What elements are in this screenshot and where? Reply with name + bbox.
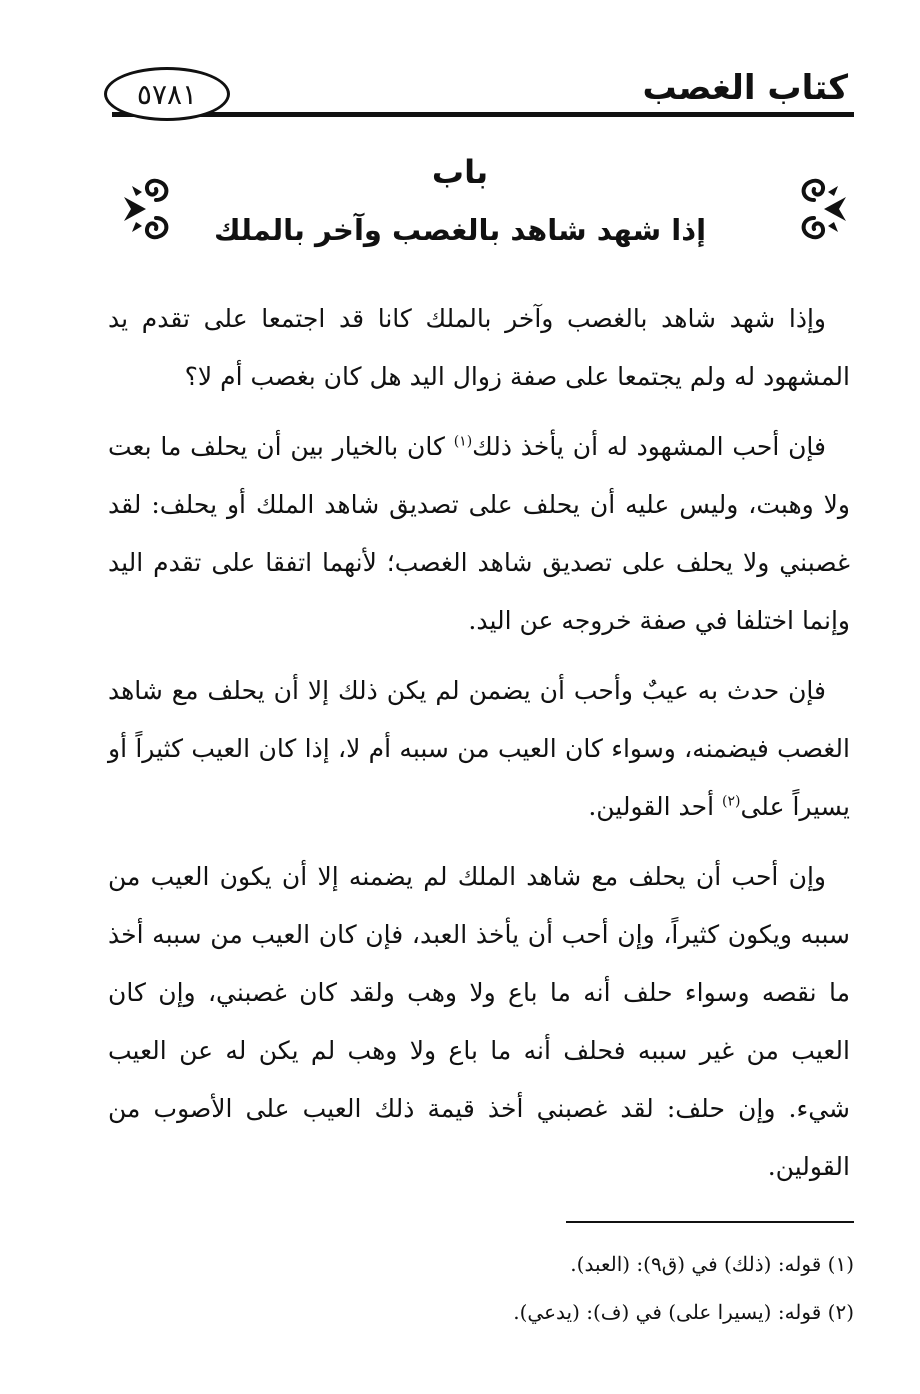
paragraph — [108, 662, 850, 836]
paragraph-text: وإن أحب أن يحلف مع شاهد الملك لم يضمنه إلا أن يكون العيب من سببه ويكون كثيراً، وإن أحب أن يأخذ العبد، فإن كان العيب من سببه أخذ ما نقصه وسواء حلف أنه ما باع ولا وهب ولقد كان غصبني، وإن كان العيب من غير سببه فحلف أنه ما باع ولا وهب لم يكن له عن العيب شيء. وإن حلف: لقد غصبني أخذ قيمة ذلك العيب على الأصوب من القولين. — [108, 862, 850, 1181]
paragraph-text: فإن حدث به عيبٌ وأحب أن يضمن لم يكن ذلك إلا أن يحلف مع شاهد الغصب فيضمنه، وسواء كان العيب من سببه أم لا، إذا كان العيب كثيراً أو يسيراً على — [108, 676, 850, 821]
paragraph-text: كان بالخيار بين أن يحلف ما بعت ولا وهبت، وليس عليه أن يحلف على تصديق شاهد الملك أو يحلف: لقد غصبني ولا يحلف على تصديق شاهد الغصب؛ لأنهما اتفقا على تقدم اليد وإنما اختلفا في صفة خروجه عن اليد. — [108, 432, 850, 635]
footnotes — [94, 1240, 854, 1336]
header-rule — [112, 112, 854, 117]
page-number: ٥٧٨١ — [136, 77, 198, 111]
paragraph-text: وإذا شهد شاهد بالغصب وآخر بالملك كانا قد اجتمعا على تقدم يد المشهود له ولم يجتمعا على صفة زوال اليد هل كان بغصب أم لا؟ — [108, 304, 850, 391]
paragraph — [108, 290, 850, 406]
paragraph — [108, 418, 850, 650]
footnote-divider — [566, 1221, 854, 1223]
paragraph-text: أحد القولين. — [588, 792, 722, 821]
chapter-title: إذا شهد شاهد بالغصب وآخر بالملك — [213, 213, 707, 247]
footnote-ref: (٢) — [722, 793, 741, 810]
footnote: (١) قوله: (ذلك) في (ق٩): (العبد). — [570, 1252, 854, 1276]
chapter-kind: باب — [431, 153, 489, 191]
paragraph — [108, 848, 850, 1196]
paragraph-text: فإن أحب المشهود له أن يأخذ ذلك — [472, 432, 826, 461]
page-number-badge — [104, 67, 230, 121]
footnote-ref: (١) — [453, 433, 473, 450]
body-text — [108, 290, 850, 1208]
footnote: (٢) قوله: (يسيرا على) في (ف): (يدعي). — [513, 1300, 854, 1324]
book-title: كتاب الغصب — [642, 68, 848, 108]
